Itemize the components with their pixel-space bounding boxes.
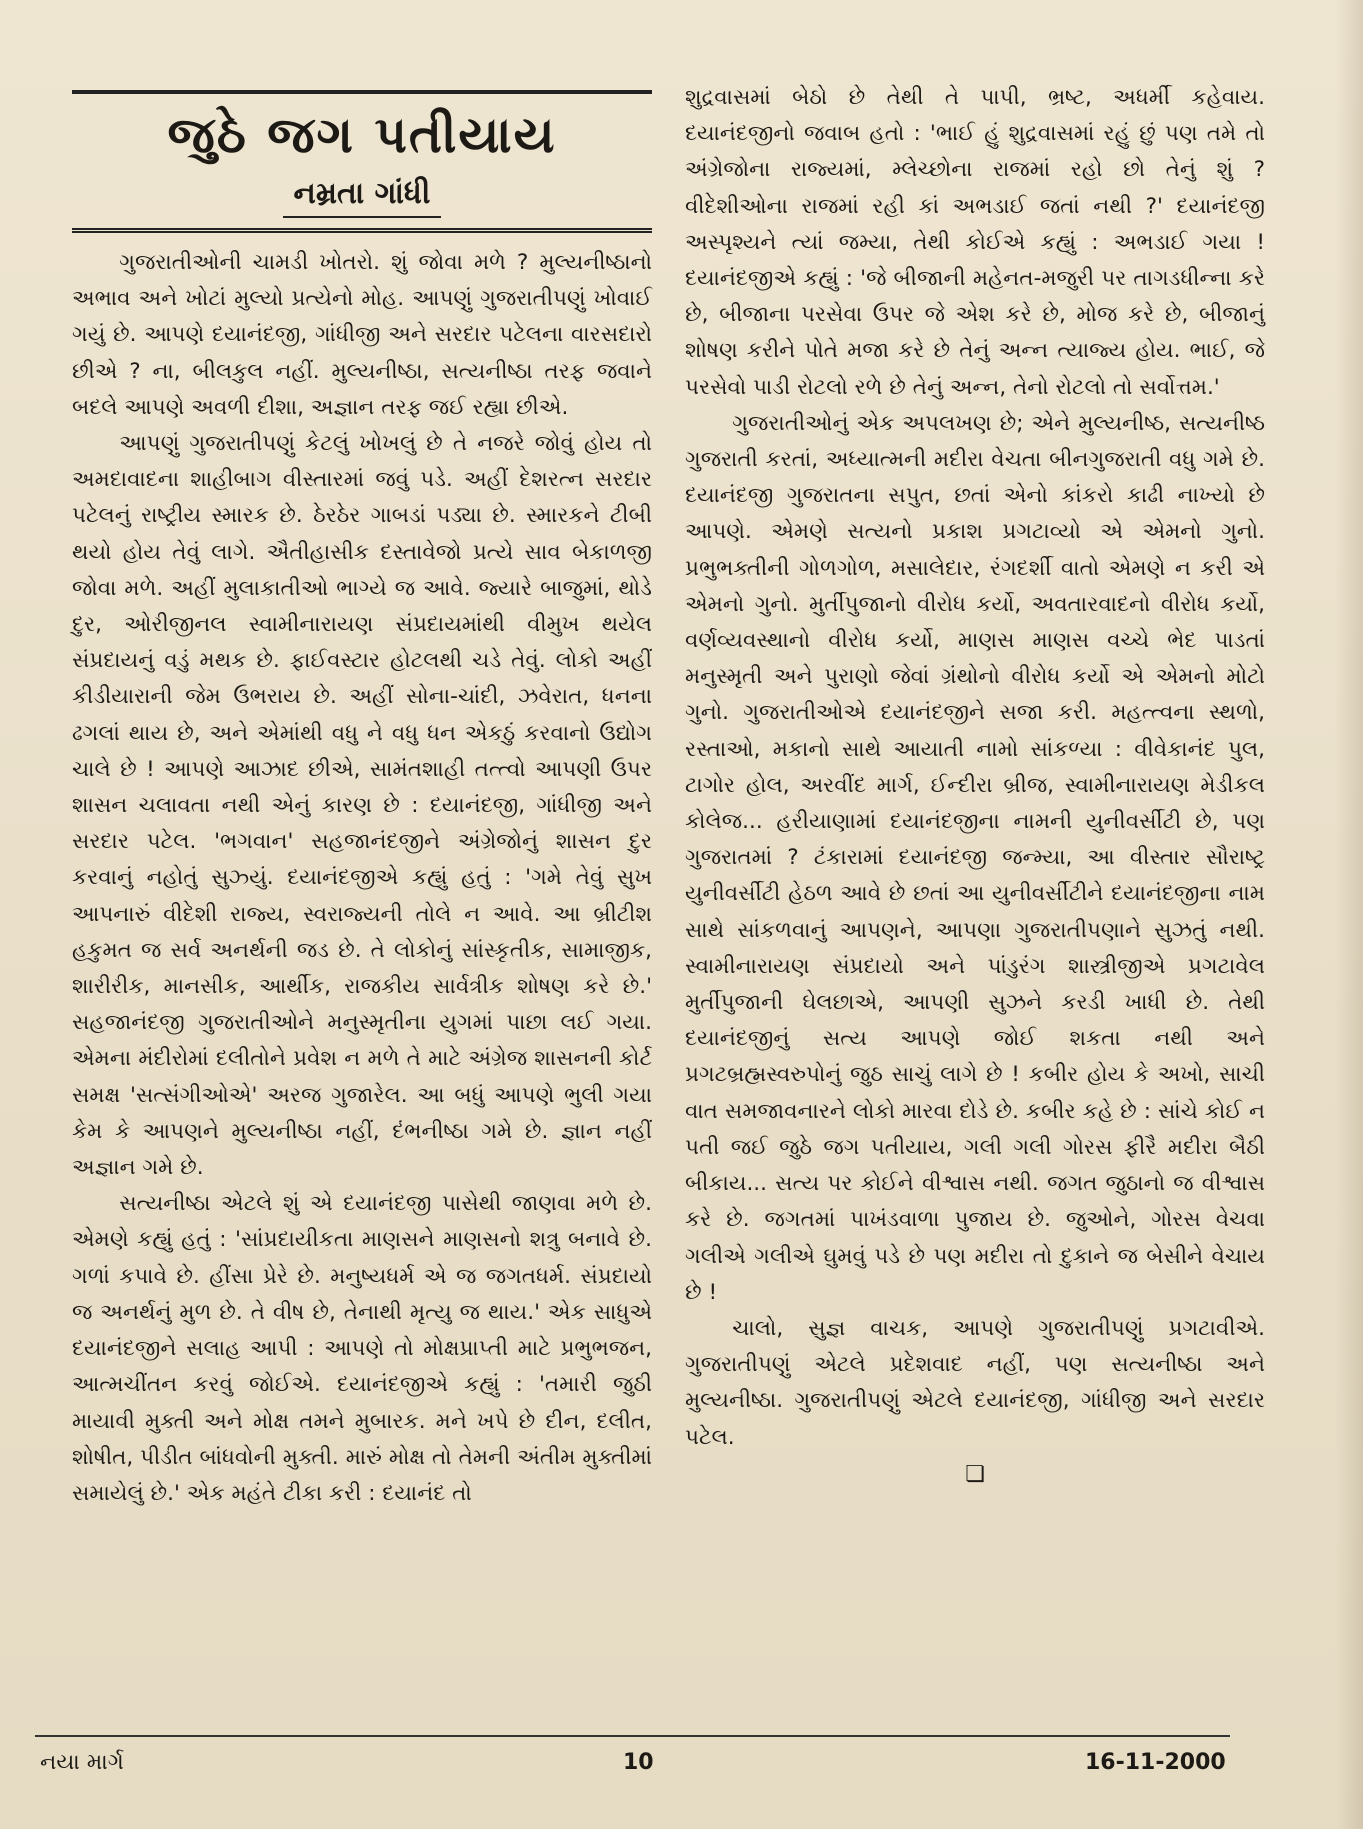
page-edge-shadow <box>1335 0 1363 1829</box>
page-number: 10 <box>623 1750 654 1775</box>
right-column <box>685 80 1265 1490</box>
paragraph: સત્યનીષ્ઠા એટલે શું એ દયાનંદજી પાસેથી જાણવા મળે છે. એમણે કહ્યું હતું : 'સાંપ્રદાયીકતા માણસને માણસનો શત્રુ બનાવે છે. ગળાં કપાવે છે. હીંસા પ્રેરે છે. મનુષ્યધર્મ એ જ જગતધર્મ. સંપ્રદાયો જ અનર્થનું મુળ છે. તે વીષ છે, તેનાથી મૃત્યુ જ થાય.' એક સાધુએ દયાનંદજીને સલાહ આપી : આપણે તો મોક્ષપ્રાપ્તી માટે પ્રભુભજન, આત્મચીંતન કરવું જોઈએ. દયાનંદજીએ કહ્યું : 'તમારી જુઠી માયાવી મુક્તી અને મોક્ષ તમને મુબારક. મને ખપે છે દીન, દલીત, શોષીત, પીડીત બાંધવોની મુક્તી. મારું મોક્ષ તો તેમની અંતીમ મુક્તીમાં સમાયેલું છે.' એક મહંતે ટીકા કરી : દયાનંદ તો <box>72 1191 652 1506</box>
footer-divider <box>35 1735 1230 1737</box>
paragraph: આપણું ગુજરાતીપણું કેટલું ખોખલું છે તે નજરે જોવું હોય તો અમદાવાદના શાહીબાગ વીસ્તારમાં જવું પડે. અહીં દેશરત્ન સરદાર પટેલનું રાષ્ટ્રીય સ્મારક છે. ઠેરઠેર ગાબડાં પડ્યા છે. સ્મારકને ટીબી થયો હોય તેવું લાગે. ઐતીહાસીક દસ્તાવેજો પ્રત્યે સાવ બેકાળજી જોવા મળે. અહીં મુલાકાતીઓ ભાગ્યે જ આવે. જ્યારે બાજુમાં, થોડે દુર, ઓરીજીનલ સ્વામીનારાયણ સંપ્રદાયમાંથી વીમુખ થયેલ સંપ્રદાયનું વડું મથક છે. ફાઈવસ્ટાર હોટલથી ચડે તેવું. લોકો અહીં કીડીયારાની જેમ ઉભરાય છે. અહીં સોના-ચાંદી, ઝવેરાત, ધનના ઢગલાં થાય છે, અને એમાંથી વધુ ને વધુ ધન એકઠું કરવાનો ઉદ્યોગ ચાલે છે ! આપણે આઝાદ છીએ, સામંતશાહી તત્ત્વો આપણી ઉપર શાસન ચલાવતા નથી એનું કારણ છે : દયાનંદજી, ગાંધીજી અને સરદાર પટેલ. 'ભગવાન' સહજાનંદજીને અંગ્રેજોનું શાસન દુર કરવાનું નહોતું સુઝ્યું. દયાનંદજીએ કહ્યું હતું : 'ગમે તેવું સુખ આપનારું વીદેશી રાજ્ય, સ્વરાજ્યની તોલે ન આવે. આ બ્રીટીશ હકુમત જ સર્વ અનર્થની જડ છે. તે લોકોનું સાંસ્કૃતીક, સામાજીક, શારીરીક, માનસીક, આર્થીક, રાજકીય સાર્વત્રીક શોષણ કરે છે.' સહજાનંદજી ગુજરાતીઓને મનુસ્મૃતીના યુગમાં પાછા લઈ ગયા. એમના મંદીરોમાં દલીતોને પ્રવેશ ન મળે તે માટે અંગ્રેજ શાસનની કોર્ટ સમક્ષ 'સત્સંગીઓએ' અરજ ગુજારેલ. આ બધું આપણે ભુલી ગયા કેમ કે આપણને મુલ્યનીષ્ઠા નહીં, દંભનીષ્ઠા ગમે છે. જ્ઞાન નહીં અજ્ઞાન ગમે છે. <box>72 431 652 1181</box>
paragraph: શુદ્રવાસમાં બેઠો છે તેથી તે પાપી, ભ્રષ્ટ, અધર્મી કહેવાય. દયાનંદજીનો જવાબ હતો : 'ભાઈ હું શુદ્રવાસમાં રહું છું પણ તમે તો અંગ્રેજોના રાજ્યમાં, મ્લેચ્છોના રાજમાં રહો છો તેનું શું ? વીદેશીઓના રાજમાં રહી કાં અભડાઈ જતાં નથી ?' દયાનંદજી અસ્પૃશ્યને ત્યાં જમ્યા, તેથી કોઈએ કહ્યું : અભડાઈ ગયા ! દયાનંદજીએ કહ્યું : 'જે બીજાની મહેનત-મજુરી પર તાગડધીન્ના કરે છે, બીજાના પરસેવા ઉપર જે એશ કરે છે, મોજ કરે છે, બીજાનું શોષણ કરીને પોતે મજા કરે છે તેનું અન્ન ત્યાજ્ય હોય. ભાઈ, જે પરસેવો પાડી રોટલો રળે છે તેનું અન્ન, તેનો રોટલો તો સર્વોત્તમ.' <box>685 85 1265 400</box>
end-of-article-mark: ❏ <box>965 1461 985 1487</box>
article-title: જુઠે જગ પતીયાય <box>167 106 557 164</box>
paragraph: ગુજરાતીઓનું એક અપલખણ છે; એને મુલ્યનીષ્ઠ, સત્યનીષ્ઠ ગુજરાતી કરતાં, અધ્યાત્મની મદીરા વેચતા બીનગુજરાતી વધુ ગમે છે. દયાનંદજી ગુજરાતના સપુત, છતાં એનો કાંકરો કાઢી નાખ્યો છે આપણે. એમણે સત્યનો પ્રકાશ પ્રગટાવ્યો એ એમનો ગુનો. પ્રભુભક્તીની ગોળગોળ, મસાલેદાર, રંગદર્શી વાતો એમણે ન કરી એ એમનો ગુનો. મુર્તીપુજાનો વીરોધ કર્યો, અવતારવાદનો વીરોધ કર્યો, વર્ણવ્યવસ્થાનો વીરોધ કર્યો, માણસ માણસ વચ્ચે ભેદ પાડતાં મનુસ્મૃતી અને પુરાણો જેવાં ગ્રંથોનો વીરોધ કર્યો એ એમનો મોટો ગુનો. ગુજરાતીઓએ દયાનંદજીને સજા કરી. મહત્ત્વના સ્થળો, રસ્તાઓ, મકાનો સાથે આયાતી નામો સાંકળ્યા : વીવેકાનંદ પુલ, ટાગોર હોલ, અરવીંદ માર્ગ, ઈન્દીરા બ્રીજ, સ્વામીનારાયણ મેડીકલ કોલેજ... હરીયાણામાં દયાનંદજીના નામની યુનીવર્સીટી છે, પણ ગુજરાતમાં ? ટંકારામાં દયાનંદજી જન્મ્યા, આ વીસ્તાર સૌરાષ્ટ્ર યુનીવર્સીટી હેઠળ આવે છે છતાં આ યુનીવર્સીટીને દયાનંદજીના નામ સાથે સાંકળવાનું આપણને, આપણા ગુજરાતીપણાને સુઝતું નથી. સ્વામીનારાયણ સંપ્રદાયો અને પાંડુરંગ શાસ્ત્રીજીએ પ્રગટાવેલ મુર્તીપુજાની ઘેલછાએ, આપણી સુઝને કરડી ખાધી છે. તેથી દયાનંદજીનું સત્ય આપણે જોઈ શકતા નથી અને પ્રગટબ્રહ્મસ્વરુપોનું જુઠ સાચું લાગે છે ! કબીર હોય કે અખો, સાચી વાત સમજાવનારને લોકો મારવા દોડે છે. કબીર કહે છે : સાંચે કોઈ ન પતી જઈ જુઠે જગ પતીયાય, ગલી ગલી ગોરસ ફીરૈ મદીરા બૈઠી બીકાય... સત્ય પર કોઈને વીશ્વાસ નથી. જગત જુઠાનો જ વીશ્વાસ કરે છે. જગતમાં પાખંડવાળા પુજાય છે. જુઓને, ગોરસ વેચવા ગલીએ ગલીએ ઘુમવું પડે છે પણ મદીરા તો દુકાને જ બેસીને વેચાય છે ! <box>685 410 1265 1305</box>
article-author: નમ્રતા ગાંધી <box>283 172 440 218</box>
issue-date: 16-11-2000 <box>1085 1750 1226 1775</box>
paragraph: ગુજરાતીઓની ચામડી ખોતરો. શું જોવા મળે ? મુલ્યનીષ્ઠાનો અભાવ અને ખોટાં મુલ્યો પ્રત્યેનો મોહ. આપણું ગુજરાતીપણું ખોવાઈ ગયું છે. આપણે દયાનંદજી, ગાંધીજી અને સરદાર પટેલના વારસદારો છીએ ? ના, બીલકુલ નહીં. મુલ્યનીષ્ઠા, સત્યનીષ્ઠા તરફ જવાને બદલે આપણે અવળી દીશા, અજ્ઞાન તરફ જઈ રહ્યા છીએ. <box>72 250 652 420</box>
publication-name: નયા માર્ગ <box>40 1750 124 1775</box>
left-column <box>72 80 652 1512</box>
paragraph: ચાલો, સુજ્ઞ વાચક, આપણે ગુજરાતીપણું પ્રગટાવીએ. ગુજરાતીપણું એટલે પ્રદેશવાદ નહીં, પણ સત્યનીષ્ઠા અને મુલ્યનીષ્ઠા. ગુજરાતીપણું એટલે દયાનંદજી, ગાંધીજી અને સરદાર પટેલ. <box>685 1315 1265 1450</box>
article-header <box>72 90 652 233</box>
